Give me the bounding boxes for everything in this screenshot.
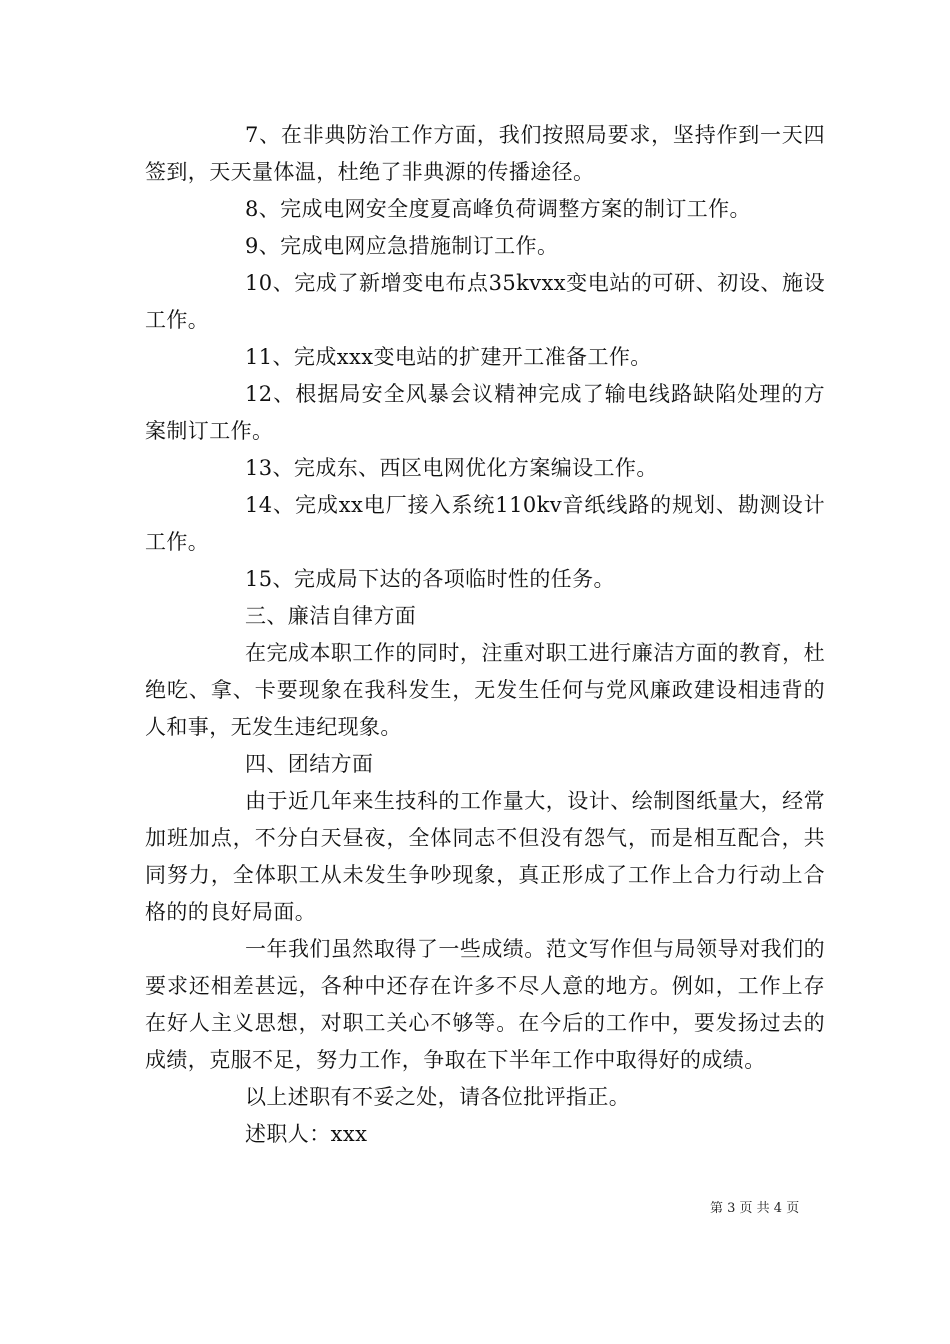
paragraph-item-12: 12、根据局安全风暴会议精神完成了输电线路缺陷处理的方案制订工作。: [145, 382, 825, 443]
paragraph-item-15: 15、完成局下达的各项临时性的任务。: [245, 567, 615, 591]
signature-line: 述职人：xxx: [245, 1122, 368, 1146]
paragraph-item-10: 10、完成了新增变电布点35kvxx变电站的可研、初设、施设工作。: [145, 271, 825, 332]
section-heading-unity: 四、团结方面: [245, 752, 374, 776]
paragraph-item-14: 14、完成xx电厂接入系统110kv音纸线路的规划、勘测设计工作。: [145, 493, 825, 554]
document-body: [145, 117, 825, 1153]
page-footer-indicator: 第 3 页 共 4 页: [710, 1201, 800, 1216]
paragraph-summary: 一年我们虽然取得了一些成绩。范文写作但与局领导对我们的要求还相差甚远，各种中还存在许多不尽人意的地方。例如，工作上存在好人主义思想，对职工关心不够等。在今后的工作中，要发扬过去的成绩，克服不足，努力工作，争取在下半年工作中取得好的成绩。: [145, 937, 825, 1072]
paragraph-closing: 以上述职有不妥之处，请各位批评指正。: [245, 1085, 631, 1109]
paragraph-unity: 由于近几年来生技科的工作量大，设计、绘制图纸量大，经常加班加点，不分白天昼夜，全体同志不但没有怨气，而是相互配合，共同努力，全体职工从未发生争吵现象，真正形成了工作上合力行动上合格的的良好局面。: [145, 789, 825, 924]
paragraph-item-8: 8、完成电网安全度夏高峰负荷调整方案的制订工作。: [245, 197, 751, 221]
paragraph-item-9: 9、完成电网应急措施制订工作。: [245, 234, 559, 258]
paragraph-item-7: 7、在非典防治工作方面，我们按照局要求，坚持作到一天四签到，天天量体温，杜绝了非典源的传播途径。: [145, 123, 825, 184]
paragraph-integrity: 在完成本职工作的同时，注重对职工进行廉洁方面的教育，杜绝吃、拿、卡要现象在我科发生，无发生任何与党风廉政建设相违背的人和事，无发生违纪现象。: [145, 641, 825, 739]
paragraph-item-13: 13、完成东、西区电网优化方案编设工作。: [245, 456, 658, 480]
paragraph-item-11: 11、完成xxx变电站的扩建开工准备工作。: [245, 345, 652, 369]
section-heading-integrity: 三、廉洁自律方面: [245, 604, 417, 628]
